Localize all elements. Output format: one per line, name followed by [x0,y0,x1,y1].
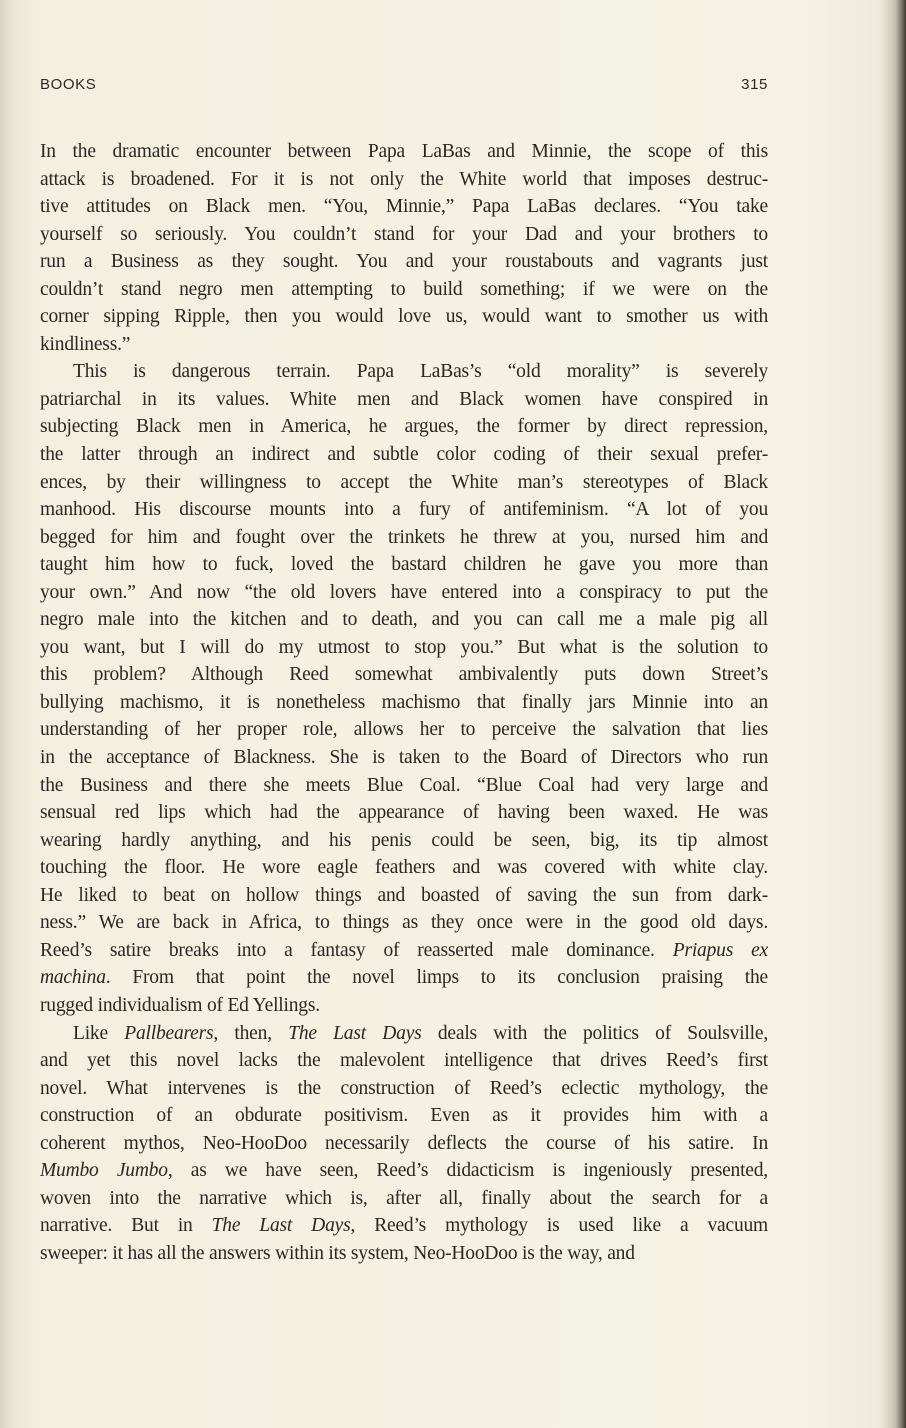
section-title: BOOKS [40,76,97,93]
text-segment: construction of an obdurate positivism. Even as it provides him with a [40,1105,768,1127]
text-segment: narrative. But in [40,1215,212,1237]
text-segment: subjecting Black men in America, he argues, the former by direct repression, [40,416,768,438]
text-line [40,413,768,441]
text-line [40,1240,768,1268]
text-line [40,772,768,800]
text-segment: This is dangerous terrain. Papa LaBas’s “old morality” is severely [73,361,768,383]
text-segment: , Reed’s mythology is used like a vacuum [350,1215,768,1237]
text-line [40,469,768,497]
text-segment: patriarchal in its values. White men and Black women have conspired in [40,388,768,410]
text-segment: Reed’s satire breaks into a fantasy of reasserted male dominance. [40,939,673,961]
paragraph [40,358,768,1019]
text-segment: tive attitudes on Black men. “You, Minnie,” Papa LaBas declares. “You take [40,196,768,218]
paragraph [40,138,768,358]
italic-title-text: The Last Days [211,1215,351,1237]
text-segment: taught him how to fuck, loved the bastard children he gave you more than [40,554,768,576]
text-line [40,1020,768,1048]
text-segment: sensual red lips which had the appearance of having been waxed. He was [40,802,768,824]
text-segment: In the dramatic encounter between Papa LaBas and Minnie, the scope of this [40,141,768,162]
text-segment: touching the floor. He wore eagle feathers and was covered with white clay. [40,857,768,879]
text-segment: deals with the politics of Soulsville, [421,1022,768,1044]
text-segment: manhood. His discourse mounts into a fury of antifeminism. “A lot of you [40,499,768,521]
text-line [40,1102,768,1130]
running-header [40,76,768,98]
text-line [40,716,768,744]
text-line [40,964,768,992]
text-line [40,1185,768,1213]
text-line [40,1047,768,1075]
text-line [40,882,768,910]
text-line [40,441,768,469]
text-segment: sweeper: it has all the answers within its system, Neo-HooDoo is the way, and [40,1242,635,1264]
text-segment: run a Business as they sought. You and your roustabouts and vagrants just [40,251,768,273]
text-line [40,358,768,386]
body-text [40,138,768,1267]
text-line [40,606,768,634]
text-segment: attack is broadened. For it is not only the White world that imposes destruc- [40,168,768,190]
text-segment: He liked to beat on hollow things and boasted of saving the sun from dark- [40,884,768,906]
text-segment: Like [73,1022,125,1044]
italic-title-text: Priapus ex [672,939,768,961]
text-line [40,661,768,689]
text-segment: you want, but I will do my utmost to stop you.” But what is the solution to [40,636,768,658]
text-line [40,579,768,607]
text-segment: this problem? Although Reed somewhat ambivalently puts down Street’s [40,664,768,686]
italic-title-text: Mumbo Jumbo [40,1160,168,1182]
text-segment: . From that point the novel limps to its conclusion praising the [105,967,768,989]
text-segment: rugged individualism of Ed Yellings. [40,994,320,1016]
text-line [40,1130,768,1158]
text-line [40,166,768,194]
text-segment: wearing hardly anything, and his penis could be seen, big, its tip almost [40,829,768,851]
text-line [40,634,768,662]
text-line [40,331,768,359]
text-line [40,221,768,249]
text-segment: the latter through an indirect and subtle color coding of their sexual prefer- [40,444,768,466]
text-line [40,854,768,882]
text-segment: kindliness.” [40,333,131,355]
page-number: 315 [741,76,768,93]
text-segment: , then, [213,1022,289,1044]
text-segment: novel. What intervenes is the construction of Reed’s eclectic mythology, the [40,1077,768,1099]
text-segment: and yet this novel lacks the malevolent intelligence that drives Reed’s first [40,1050,768,1072]
text-segment: ness.” We are back in Africa, to things as they once were in the good old days. [40,912,768,934]
text-line [40,799,768,827]
text-segment: ences, by their willingness to accept the White man’s stereotypes of Black [40,471,768,493]
text-line [40,689,768,717]
text-line [40,496,768,524]
text-segment: negro male into the kitchen and to death, and you can call me a male pig all [40,609,768,631]
text-segment: begged for him and fought over the trinkets he threw at you, nursed him and [40,526,768,548]
text-segment: yourself so seriously. You couldn’t stand for your Dad and your brothers to [40,223,768,245]
text-line [40,248,768,276]
text-line [40,138,768,166]
text-line [40,303,768,331]
text-segment: couldn’t stand negro men attempting to build something; if we were on the [40,278,768,300]
text-line [40,827,768,855]
text-line [40,1157,768,1185]
text-line [40,276,768,304]
text-line [40,909,768,937]
text-segment: woven into the narrative which is, after all, finally about the search for a [40,1187,768,1209]
text-segment: corner sipping Ripple, then you would love us, would want to smother us with [40,306,768,328]
text-line [40,386,768,414]
italic-title-text: machina [40,967,106,989]
text-segment: bullying machismo, it is nonetheless machismo that finally jars Minnie into an [40,691,768,713]
text-segment: in the acceptance of Blackness. She is taken to the Board of Directors who run [40,747,768,769]
text-line [40,992,768,1020]
text-line [40,551,768,579]
italic-title-text: The Last Days [288,1022,422,1044]
text-line [40,744,768,772]
text-line [40,193,768,221]
text-line [40,1075,768,1103]
text-segment: understanding of her proper role, allows her to perceive the salvation that lies [40,719,768,741]
text-line [40,937,768,965]
text-segment: coherent mythos, Neo-HooDoo necessarily deflects the course of his satire. In [40,1132,768,1154]
text-line [40,524,768,552]
text-segment: the Business and there she meets Blue Coal. “Blue Coal had very large and [40,774,768,796]
text-line [40,1212,768,1240]
text-segment: , as we have seen, Reed’s didacticism is ingeniously presented, [167,1160,768,1182]
italic-title-text: Pallbearers [124,1022,214,1044]
text-segment: your own.” And now “the old lovers have entered into a conspiracy to put the [40,581,768,603]
paragraph [40,1020,768,1268]
